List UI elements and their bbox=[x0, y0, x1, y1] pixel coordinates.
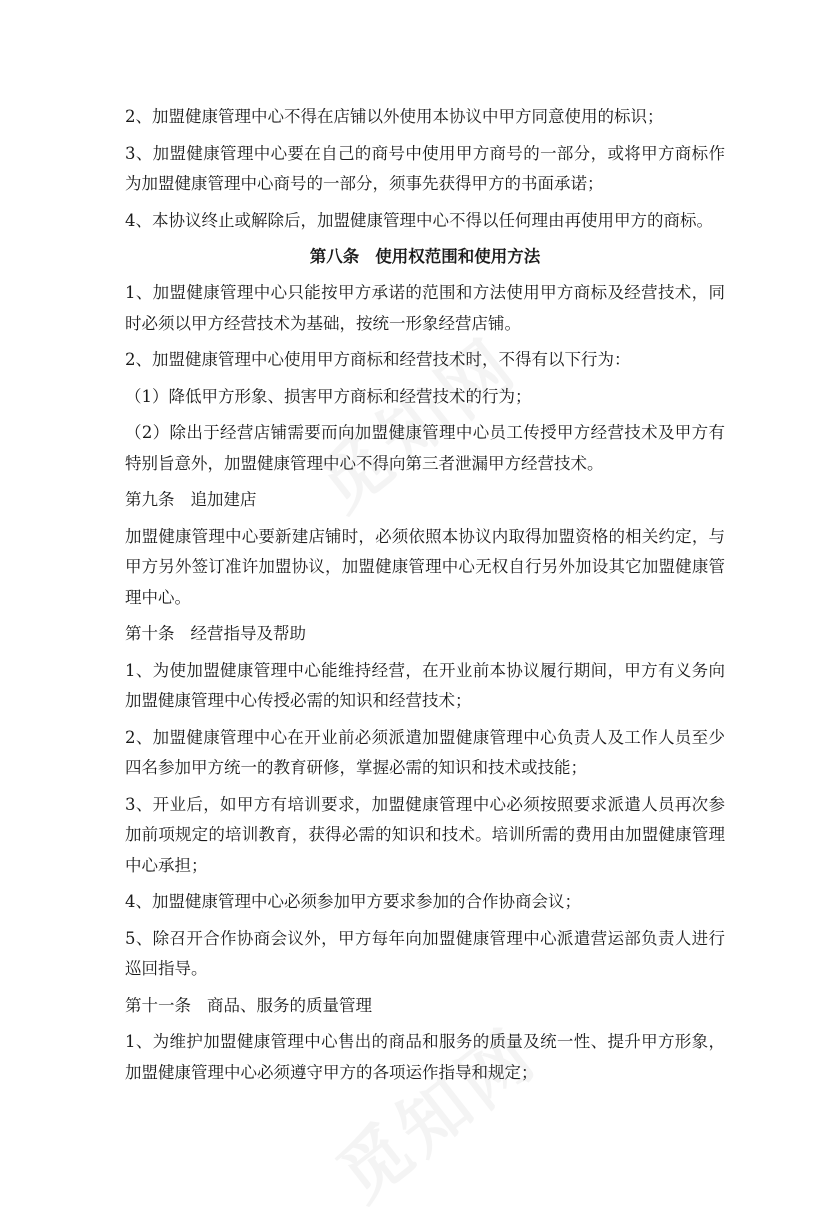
article-title: 追加建店 bbox=[190, 490, 257, 509]
article-title: 商品、服务的质量管理 bbox=[207, 995, 372, 1015]
paragraph: 加盟健康管理中心要新建店铺时，必须依照本协议内取得加盟资格的相关约定，与甲方另外签订准许加盟协议，加盟健康管理中心无权自行另外加设其它加盟健康管理中心。 bbox=[125, 526, 725, 607]
article-number: 第十一条 bbox=[125, 995, 191, 1015]
paragraph: 3、加盟健康管理中心要在自己的商号中使用甲方商号的一部分，或将甲方商标作为加盟健康管理中心商号的一部分，须事先获得甲方的书面承诺； bbox=[125, 143, 725, 193]
article-heading bbox=[125, 619, 725, 650]
article-number: 第十条 bbox=[125, 624, 175, 643]
paragraph: 1、加盟健康管理中心只能按甲方承诺的范围和方法使用甲方商标及经营技术，同时必须以甲方经营技术为基础，按统一形象经营店铺。 bbox=[125, 283, 725, 333]
paragraph: 2、加盟健康管理中心在开业前必须派遣加盟健康管理中心负责人及工作人员至少四名参加甲方统一的教育研修，掌握必需的知识和技术或技能； bbox=[125, 727, 725, 777]
paragraph: 2、加盟健康管理中心使用甲方商标和经营技术时，不得有以下行为： bbox=[125, 350, 631, 369]
article-heading bbox=[125, 991, 725, 1022]
paragraph: （2）除出于经营店铺需要而向加盟健康管理中心员工传授甲方经营技术及甲方有特别旨意外，加盟健康管理中心不得向第三者泄漏甲方经营技术。 bbox=[125, 423, 725, 473]
paragraph: 4、加盟健康管理中心必须参加甲方要求参加的合作协商会议； bbox=[125, 892, 581, 911]
paragraph: 3、开业后，如甲方有培训要求，加盟健康管理中心必须按照要求派遣人员再次参加前项规定的培训教育，获得必需的知识和技术。培训所需的费用由加盟健康管理中心承担； bbox=[125, 794, 725, 875]
document-body bbox=[125, 102, 725, 1094]
paragraph: （1）降低甲方形象、损害甲方商标和经营技术的行为； bbox=[125, 386, 532, 406]
article-number: 第八条 bbox=[309, 247, 360, 266]
paragraph: 1、为使加盟健康管理中心能维持经营，在开业前本协议履行期间，甲方有义务向加盟健康管理中心传授必需的知识和经营技术； bbox=[125, 660, 725, 710]
article-title: 经营指导及帮助 bbox=[190, 624, 306, 643]
paragraph: 5、除召开合作协商会议外，甲方每年向加盟健康管理中心派遣营运部负责人进行巡回指导。 bbox=[125, 928, 725, 978]
article-heading bbox=[125, 485, 725, 516]
paragraph: 1、为维护加盟健康管理中心售出的商品和服务的质量及统一性、提升甲方形象，加盟健康管理中心必须遵守甲方的各项运作指导和规定； bbox=[125, 1032, 725, 1082]
article-number: 第九条 bbox=[125, 490, 175, 509]
paragraph: 2、加盟健康管理中心不得在店铺以外使用本协议中甲方同意使用的标识； bbox=[125, 107, 664, 126]
section-heading bbox=[125, 242, 725, 272]
article-title: 使用权范围和使用方法 bbox=[375, 247, 541, 266]
paragraph: 4、本协议终止或解除后，加盟健康管理中心不得以任何理由再使用甲方的商标。 bbox=[125, 210, 713, 230]
